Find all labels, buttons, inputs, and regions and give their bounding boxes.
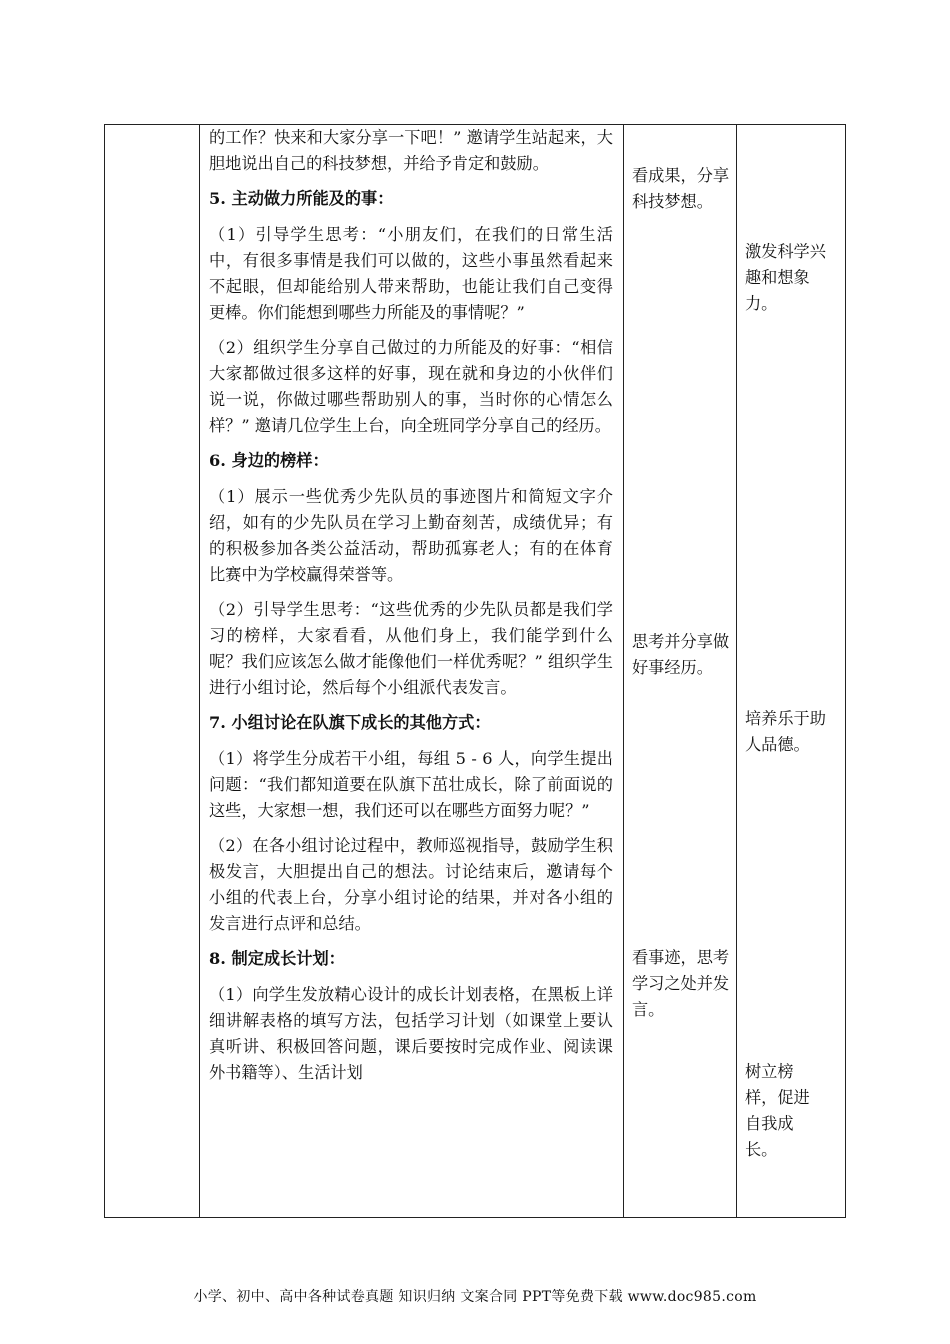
page-footer: 小学、初中、高中各种试卷真题 知识归纳 文案合同 PPT等免费下载 www.doc985.com [193, 1289, 757, 1305]
section-heading: 6. 身边的榜样： [209, 451, 329, 470]
lesson-plan-table [104, 124, 846, 1218]
design-intent-3: 树立榜样，促进自我成长。 [745, 1062, 810, 1159]
paragraph: 的工作？快来和大家分享一下吧！” 邀请学生站起来，大胆地说出自己的科技梦想，并给予肯定和鼓励。 [209, 128, 613, 173]
teacher-activity-column [199, 125, 623, 1217]
section-heading: 7. 小组讨论在队旗下成长的其他方式： [209, 713, 491, 732]
column-divider [736, 125, 737, 1217]
section-heading: 5. 主动做力所能及的事： [209, 189, 394, 208]
paragraph: （2）组织学生分享自己做过的力所能及的好事：“相信大家都做过很多这样的好事，现在就和身边的小伙伴们说一说，你做过哪些帮助别人的事，当时你的心情怎么样？” 邀请几位学生上台，向全班同学分享自己的经历。 [209, 338, 613, 435]
paragraph: （2）引导学生思考：“这些优秀的少先队员都是我们学习的榜样，大家看看，从他们身上，我们能学到什么呢？我们应该怎么做才能像他们一样优秀呢？” 组织学生进行小组讨论，然后每个小组派代表发言。 [209, 600, 613, 697]
student-activity-2: 思考并分享做好事经历。 [632, 632, 730, 677]
student-activity-3: 看事迹，思考学习之处并发言。 [632, 948, 730, 1019]
student-activity-1: 看成果，分享科技梦想。 [632, 166, 730, 211]
section-heading: 8. 制定成长计划： [209, 949, 345, 968]
column-divider [623, 125, 624, 1217]
paragraph: （1）将学生分成若干小组，每组 5 - 6 人，向学生提出问题：“我们都知道要在队旗下茁壮成长，除了前面说的这些，大家想一想，我们还可以在哪些方面努力呢？” [209, 749, 613, 820]
paragraph: （1）引导学生思考：“小朋友们，在我们的日常生活中，有很多事情是我们可以做的，这些小事虽然看起来不起眼，但却能给别人带来帮助，也能让我们自己变得更棒。你们能想到哪些力所能及的事情呢？” [209, 225, 613, 322]
design-intent-1: 激发科学兴趣和想象力。 [745, 242, 826, 313]
paragraph: （2）在各小组讨论过程中，教师巡视指导，鼓励学生积极发言，大胆提出自己的想法。讨论结束后，邀请每个小组的代表上台，分享小组讨论的结果，并对各小组的发言进行点评和总结。 [209, 836, 613, 933]
paragraph: （1）展示一些优秀少先队员的事迹图片和简短文字介绍，如有的少先队员在学习上勤奋刻苦，成绩优异；有的积极参加各类公益活动，帮助孤寡老人；有的在体育比赛中为学校赢得荣誉等。 [209, 487, 613, 584]
design-intent-2: 培养乐于助人品德。 [745, 709, 826, 754]
paragraph: （1）向学生发放精心设计的成长计划表格，在黑板上详细讲解表格的填写方法，包括学习计划（如课堂上要认真听讲、积极回答问题，课后要按时完成作业、阅读课外书籍等）、生活计划 [209, 985, 613, 1082]
